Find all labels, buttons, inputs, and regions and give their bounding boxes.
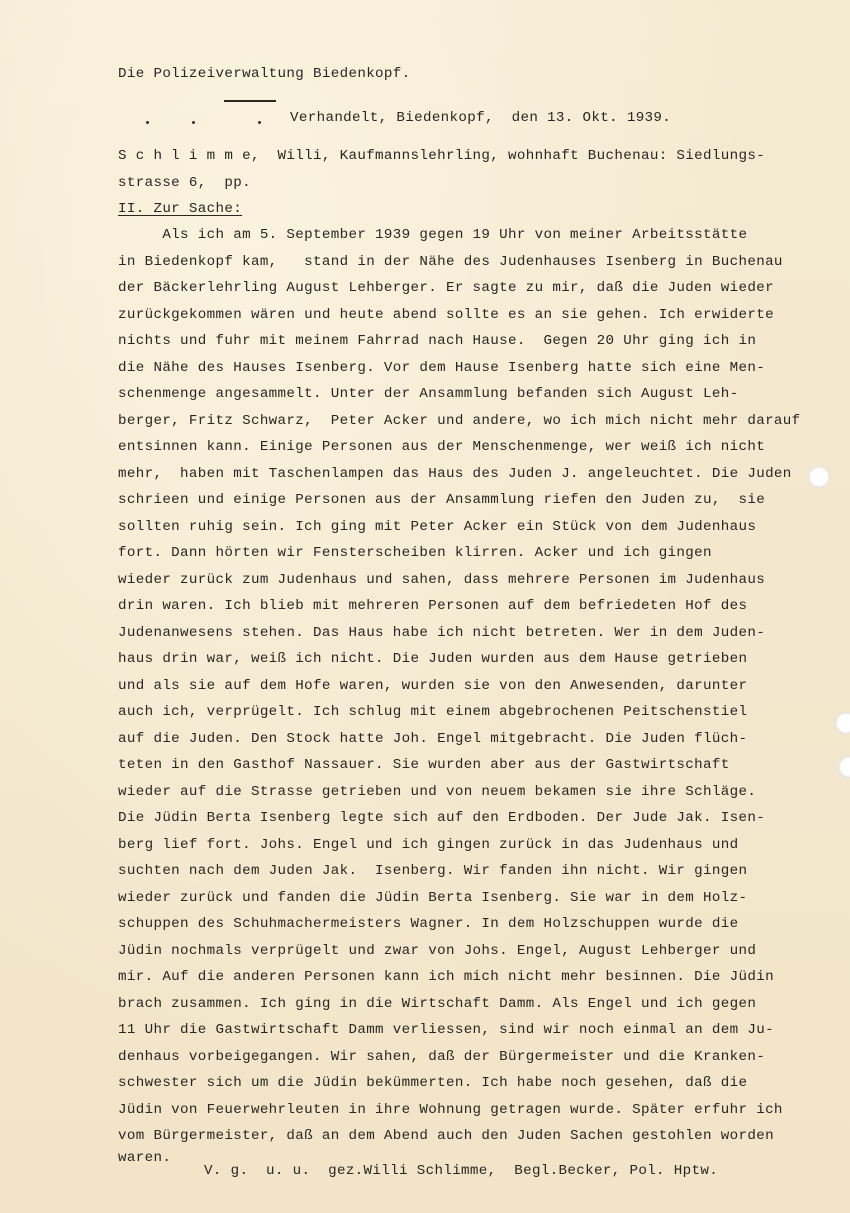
body-line: haus drin war, weiß ich nicht. Die Juden wurden aus dem Hause getrieben <box>118 651 748 667</box>
body-line: und als sie auf dem Hofe waren, wurden sie von den Anwesenden, darunter <box>118 678 748 694</box>
body-line: auch ich, verprügelt. Ich schlug mit einem abgebrochenen Peitschenstiel <box>118 704 748 720</box>
body-line: Judenanwesens stehen. Das Haus habe ich nicht betreten. Wer in dem Juden- <box>118 625 766 641</box>
body-line: mir. Auf die anderen Personen kann ich mich nicht mehr besinnen. Die Jüdin <box>118 969 774 985</box>
body-line: drin waren. Ich blieb mit mehreren Personen auf dem befriedeten Hof des <box>118 598 748 614</box>
body-line: waren. <box>118 1150 172 1166</box>
body-line: berger, Fritz Schwarz, Peter Acker und andere, wo ich mich nicht mehr darauf <box>118 413 801 429</box>
body-line: entsinnen kann. Einige Personen aus der Menschenmenge, wer weiß ich nicht <box>118 439 766 455</box>
body-line: denhaus vorbeigegangen. Wir sahen, daß der Bürgermeister und die Kranken- <box>118 1049 766 1065</box>
body-line: in Biedenkopf kam, stand in der Nähe des Judenhauses Isenberg in Buchenau <box>118 254 783 270</box>
body-line: Jüdin von Feuerwehrleuten in ihre Wohnung getragen wurde. Später erfuhr ich <box>118 1102 783 1118</box>
body-line: mehr, haben mit Taschenlampen das Haus des Juden J. angeleuchtet. Die Juden <box>118 466 792 482</box>
dot-mark <box>146 121 149 124</box>
body-line: die Nähe des Hauses Isenberg. Vor dem Hause Isenberg hatte sich eine Men- <box>118 360 766 376</box>
section-title: II. Zur Sache: <box>118 201 243 217</box>
body-line: sollten ruhig sein. Ich ging mit Peter Acker ein Stück von dem Judenhaus <box>118 519 757 535</box>
document-header: Die Polizeiverwaltung Biedenkopf. <box>118 66 411 82</box>
body-line: der Bäckerlehrling August Lehberger. Er sagte zu mir, daß die Juden wieder <box>118 280 774 296</box>
person-line-1: S c h l i m m e, Willi, Kaufmannslehrling, wohnhaft Buchenau: Siedlungs- <box>118 148 766 164</box>
body-line: 11 Uhr die Gastwirtschaft Damm verliessen, sind wir noch einmal an dem Ju- <box>118 1022 774 1038</box>
signature-line: V. g. u. u. gez.Willi Schlimme, Begl.Becker, Pol. Hptw. <box>204 1163 719 1179</box>
body-line: suchten nach dem Juden Jak. Isenberg. Wir fanden ihn nicht. Wir gingen <box>118 863 748 879</box>
body-line: zurückgekommen wären und heute abend sollte es an sie gehen. Ich erwiderte <box>118 307 774 323</box>
dot-mark <box>258 121 261 124</box>
header-rule <box>224 100 276 102</box>
body-line: schwester sich um die Jüdin bekümmerten. Ich habe noch gesehen, daß die <box>118 1075 748 1091</box>
body-line: vom Bürgermeister, daß an dem Abend auch den Juden Sachen gestohlen worden <box>118 1128 774 1144</box>
body-line: auf die Juden. Den Stock hatte Joh. Engel mitgebracht. Die Juden flüch- <box>118 731 748 747</box>
body-line: wieder auf die Strasse getrieben und von neuem bekamen sie ihre Schläge. <box>118 784 757 800</box>
body-line: Die Jüdin Berta Isenberg legte sich auf den Erdboden. Der Jude Jak. Isen- <box>118 810 766 826</box>
punch-hole <box>808 466 830 488</box>
body-line: schuppen des Schuhmachermeisters Wagner. In dem Holzschuppen wurde die <box>118 916 739 932</box>
body-line: schrieen und einige Personen aus der Ansammlung riefen den Juden zu, sie <box>118 492 766 508</box>
body-line: fort. Dann hörten wir Fensterscheiben klirren. Acker und ich gingen <box>118 545 712 561</box>
body-line: Jüdin nochmals verprügelt und zwar von Johs. Engel, August Lehberger und <box>118 943 757 959</box>
person-line-2: strasse 6, pp. <box>118 175 251 191</box>
body-line: nichts und fuhr mit meinem Fahrrad nach Hause. Gegen 20 Uhr ging ich in <box>118 333 757 349</box>
body-line: wieder zurück und fanden die Jüdin Berta Isenberg. Sie war in dem Holz- <box>118 890 748 906</box>
body-line: teten in den Gasthof Nassauer. Sie wurden aber aus der Gastwirtschaft <box>118 757 730 773</box>
body-line: schenmenge angesammelt. Unter der Ansammlung befanden sich August Leh- <box>118 386 739 402</box>
dateline: Verhandelt, Biedenkopf, den 13. Okt. 1939. <box>290 110 672 126</box>
body-line: brach zusammen. Ich ging in die Wirtschaft Damm. Als Engel und ich gegen <box>118 996 757 1012</box>
body-line: Als ich am 5. September 1939 gegen 19 Uhr von meiner Arbeitsstätte <box>118 227 748 243</box>
body-line: berg lief fort. Johs. Engel und ich gingen zurück in das Judenhaus und <box>118 837 739 853</box>
dot-mark <box>192 121 195 124</box>
body-line: wieder zurück zum Judenhaus und sahen, dass mehrere Personen im Judenhaus <box>118 572 766 588</box>
punch-hole <box>838 756 850 778</box>
punch-hole <box>835 712 850 734</box>
